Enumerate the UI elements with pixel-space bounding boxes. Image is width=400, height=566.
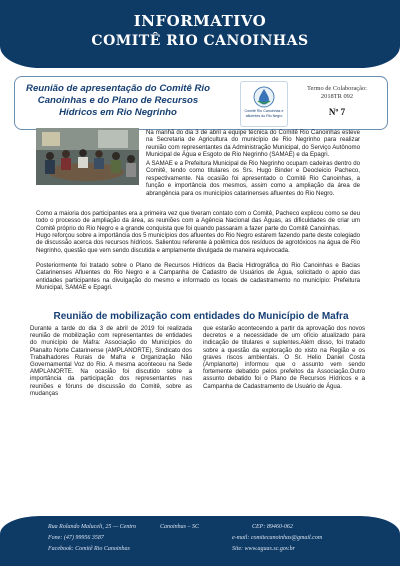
footer-city: Canoinhas – SC [160,524,200,530]
footer-facebook[interactable]: Facebook: Comitê Rio Canoinhas [48,546,130,552]
water-drop-logo-icon [253,86,275,108]
article-1-paragraph-1: Na manhã do dia 3 de abril a equipe técnica do Comitê Rio Canoinhas esteve na Secretaria de Agricultura do município de Rio Negrinho para realizar reunião com representantes da Administração Municipal, do Serviço Autônomo Municipal de Água e Esgoto de Rio Negrinho (SAMAE) e da Epagri. [146,129,360,159]
meeting-photo [36,128,139,185]
footer-site[interactable]: Site: www.aguas.sc.gov.br [232,546,295,552]
footer-banner [0,516,400,566]
article-2-title: Reunião de mobilização com entidades do Município de Mafra [53,311,349,322]
logo-caption: Comitê Rio Canoinhas e afluentes do Rio Negro [244,109,284,118]
issue-number: Nº 7 [328,107,346,117]
header-banner [0,0,400,68]
term-code: 2018TR 092 [320,93,354,100]
article-1-title: Reunião de apresentação do Comitê Rio Canoinhas e do Plano de Recursos Hídricos em Rio Negrinho [26,83,210,118]
article-1-paragraph-2: Como a maioria dos participantes era a primeira vez que tiveram contato com o Comitê, Pacheco explicou como se deu todo o processo de ampliação da área, as reuniões com a Agência Nacional das Águas, as dificuldades de criar um Comitê próprio do Rio Negro e a grande conquista que foi quando passaram a fazer parte do Comitê Canoinhas. [36,210,360,232]
article-2-column-1: Durante a tarde do dia 3 de abril de 2019 foi realizada reunião de mobilização com representantes de entidades do município de Mafra: Associação do Municípios do Planalto Norte Catarinense (AMPLANORTE), Sindicato dos Trabalhadores Rurais de Mafra e Organização Não Governamental Voz do Rio. A mesma aconteceu na Sede AMPLANORTE. Na ocasião foi discutido sobre a importância da participação dos representantes nas reuniões e fóruns de discussão do Comitê, sobre as mudanças [30,325,192,397]
footer-cep: CEP: 89460-062 [252,524,293,530]
newsletter-title: INFORMATIVO [133,12,267,30]
headline-box [14,76,388,130]
footer-phone: Fone: (47) 99956 3587 [48,535,104,541]
article-1-paragraph-1b [146,160,360,197]
committee-logo [240,81,288,127]
article-2-column-2: que estarão acontecendo a partir da aprovação dos novos decretos e a necessidade de um ofício atualizado para indicação de titulares e suplentes.Além disso, foi tratado sobre a questão da exploração do xisto na Região e os graves riscos ambientais. O Sr. Helio Daniel Costa (Amplanorte) informou que o assunto vem sendo fortemente debatido pelos prefeitos da Associação.Outro assunto debatido foi o Plano de Recursos Hídricos e a Campanha de Cadastramento de Usuário de Água. [203,325,365,390]
footer-email[interactable]: e-mail: comitecanoinhas@gmail.com [232,535,323,541]
article-1-paragraph-3: Hugo reforçou sobre a importância dos 5 municípios dos afluentes do Rio Negro estarem fazendo parte deste colegiado de discussão acerca dos recursos hídricos. Salientou referente à polêmica dos resíduos de agrotóxicos na água de Rio Negrinho, questão que vem sendo discutida e amplamente divulgada de maneira equivocada. [36,232,360,254]
term-label: Termo de Colaboração: [307,85,367,92]
collaboration-term [293,85,381,101]
footer-address: Rua Rolando Maluceli, 25 — Centro [48,524,137,530]
meeting-photo-image [36,128,139,185]
newsletter-subtitle: COMITÊ RIO CANOINHAS [91,33,309,49]
article-1-paragraph-1b-text: A SAMAE e a Prefeitura Municipal de Rio Negrinho ocupam cadeiras dentro do Comitê, tendo como titulares os Srs. Hugo Binder e Deocleicio Pacheco, respectivamente. Na ocasião foi apresentado o Comitê Rio Canoinhas, a função e importância dos mesmos, assim como a ampliação da área de abrangência para os municípios catarinenses afluentes do Rio Negro. [146,160,360,197]
article-1-paragraph-4: Posteriormente foi tratado sobre o Plano de Recursos Hídricos da Bacia Hidrográfica do Rio Canoinhas e Bacias Catarinenses Afluentes do Rio Negro e a Campanha de Cadastro de Usuários de Água, solicitado o apoio das entidades participantes na divulgação do mesmo e informado os locais de cadastramento no município: Prefeitura Municipal, SAMAE e Epagri. [36,262,360,292]
